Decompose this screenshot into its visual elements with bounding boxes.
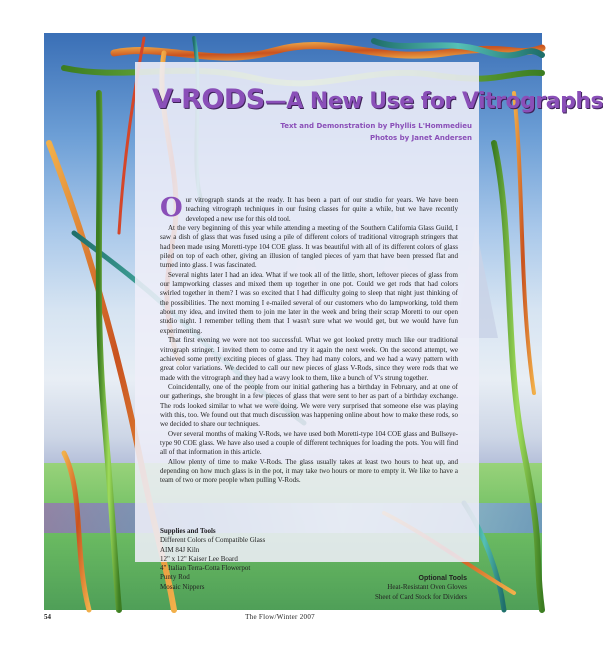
supply-item: Different Colors of Compatible Glass <box>160 536 266 545</box>
article-body <box>160 193 458 486</box>
title-main: V-RODS <box>152 84 265 115</box>
supply-item: Punty Rod <box>160 573 190 582</box>
paragraph: At the very beginning of this year while attending a meeting of the Southern California Glass Guild, I saw a dish of glass that was fused using a pile of different colors of traditional vitrograph stringers that had been made using Moretti-type 104 COE glass. It was beautiful with all of its different colors of glass piled on top of each other, giving an illusion of tangled pieces of yarn that have been pressed flat and turned into glass. I was fascinated. <box>160 224 458 270</box>
optional-tool-item: Heat-Resistant Oven Gloves <box>387 583 467 592</box>
optional-tools-list <box>292 574 467 602</box>
drop-cap: O <box>160 193 183 223</box>
optional-tools-heading: Optional Tools <box>418 575 467 582</box>
paragraph: Over several months of making V-Rods, we have used both Moretti-type 104 COE glass and Bullseye-type 90 COE glass. We have also used a couple of different techniques for loading the pots. You will find all of that information in this article. <box>160 429 458 457</box>
paragraph: Several nights later I had an idea. What if we took all of the little, short, leftover pieces of glass from our lampworking classes and mixed them up together in one pot. Could we get rods that had colors swirled together in them? I was so excited that I had difficulty going to sleep that night just thinking of the possibilities. The next morning I e-mailed several of our customers who do lampworking, told them about my idea, and invited them to join me later in the week and bring their scrap Moretti to our open studio night. I remember telling them that I wasn't sure what we would get, but we would have fun experimenting. <box>160 270 458 335</box>
optional-tool-item: Sheet of Card Stock for Dividers <box>375 592 467 601</box>
supplies-heading: Supplies and Tools <box>160 527 216 535</box>
photo-credit: Photos by Janet Andersen <box>369 134 472 142</box>
author-credit: Text and Demonstration by Phyllis L'Hommedieu <box>280 122 472 130</box>
paragraph <box>160 193 458 224</box>
paragraph: Allow plenty of time to make V-Rods. The glass usually takes at least two hours to heat up, and depending on how much glass is in the pot, it may take two hours or more to empty it. We like to have a team of two or more people when pulling V-Rods. <box>160 457 458 485</box>
supply-item: 12" x 12" Kaiser Lee Board <box>160 554 238 563</box>
glass-rod <box>64 453 89 610</box>
publication-footer: The Flow/Winter 2007 <box>245 613 315 621</box>
paragraph-text: ur vitrograph stands at the ready. It has been a part of our studio for years. We have been teaching vitrograph techniques in our fusing classes for quite a while, but we have recently developed a new use for this old tool. <box>185 196 458 223</box>
glass-rod <box>494 143 542 610</box>
title-rest: —A New Use for Vitrographs <box>264 89 603 114</box>
paragraph: Coincidentally, one of the people from our initial gathering has a birthday in February, and at one of our gatherings, she brought in a few pieces of glass that were sent to her as part of a birthday exchange. The rods looked similar to what we were doing. We were very surprised that someone else was playing with this, too. We found out that much discussion was happening online about how to make these rods, so we decided to share our techniques. <box>160 382 458 429</box>
supply-item: AIM 84J Kiln <box>160 545 200 554</box>
supply-item: Mosaic Nippers <box>160 582 205 591</box>
paragraph: That first evening we were not too successful. What we got looked pretty much like our traditional vitrograph stringer. I invited them to come and try it again the next week. On the second attempt, we achieved some pretty exciting pieces of glass. They had many colors, and we had a wavy pattern with great color variations. We decided to call our new pieces of glass V-Rods, since they were rods that we made with the vitrograph and they had a wavy look to them, like a bunch of V's strung together. <box>160 336 458 382</box>
supply-item: 4" Italian Terra-Cotta Flowerpot <box>160 564 251 573</box>
glass-rod <box>514 93 534 393</box>
article-title <box>152 84 603 118</box>
supplies-list <box>160 527 310 592</box>
page-number: 54 <box>44 613 51 621</box>
